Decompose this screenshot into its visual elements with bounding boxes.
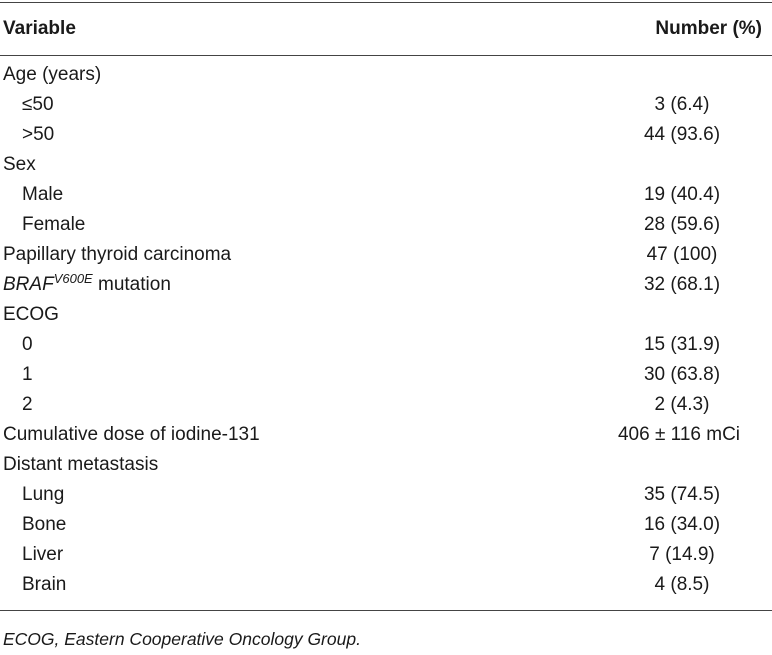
row-label: Sex (3, 154, 36, 175)
row-value: 16 (34.0) (643, 514, 721, 535)
gene-suffix: mutation (92, 274, 171, 295)
row-label: Age (years) (3, 64, 102, 85)
table-row (0, 540, 772, 570)
row-label: Female (22, 214, 86, 235)
table-body (0, 56, 772, 600)
characteristics-table (0, 2, 772, 650)
row-value: 3 (6.4) (654, 94, 710, 115)
row-value: 2 (4.3) (654, 394, 710, 415)
row-label: Bone (22, 514, 67, 535)
row-value: 35 (74.5) (643, 484, 721, 505)
table-row (0, 150, 772, 180)
row-label: 1 (22, 364, 33, 385)
row-value: 19 (40.4) (643, 184, 721, 205)
row-value: 406 ± 116 mCi (617, 424, 741, 445)
table-row (0, 330, 772, 360)
row-label: Liver (22, 544, 64, 565)
row-label: ≤50 (22, 94, 54, 115)
table-row (0, 300, 772, 330)
row-value: 28 (59.6) (643, 214, 721, 235)
row-label: ECOG (3, 304, 59, 325)
header-variable: Variable (3, 18, 76, 39)
table-header (0, 3, 772, 55)
gene-name: BRAF (3, 274, 54, 295)
table-row (0, 270, 772, 300)
table-row (0, 90, 772, 120)
table-row (0, 210, 772, 240)
row-value: 30 (63.8) (643, 364, 721, 385)
row-value: 32 (68.1) (643, 274, 721, 295)
row-label: Male (22, 184, 64, 205)
table-footnote: ECOG, Eastern Cooperative Oncology Group. (3, 629, 361, 649)
row-label: 2 (22, 394, 33, 415)
row-value: 4 (8.5) (654, 574, 710, 595)
row-label: Distant metastasis (3, 454, 159, 475)
table-row (0, 240, 772, 270)
row-label: Papillary thyroid carcinoma (3, 244, 232, 265)
table-row (0, 570, 772, 600)
row-label: Cumulative dose of iodine-131 (3, 424, 260, 445)
gene-variant: V600E (53, 271, 93, 286)
row-label: 0 (22, 334, 33, 355)
row-label: >50 (22, 124, 55, 145)
row-value: 44 (93.6) (643, 124, 721, 145)
table-row (0, 510, 772, 540)
table-row (0, 60, 772, 90)
table-row (0, 120, 772, 150)
table-row (0, 390, 772, 420)
row-value: 47 (100) (646, 244, 718, 265)
table-row (0, 420, 772, 450)
table-row (0, 180, 772, 210)
table-row (0, 360, 772, 390)
row-label: Brain (22, 574, 67, 595)
table-row (0, 480, 772, 510)
table-row (0, 450, 772, 480)
row-value: 7 (14.9) (649, 544, 715, 565)
row-label: Lung (22, 484, 65, 505)
row-value: 15 (31.9) (643, 334, 721, 355)
row-label-braf (3, 271, 171, 296)
header-number: Number (%) (655, 18, 762, 39)
